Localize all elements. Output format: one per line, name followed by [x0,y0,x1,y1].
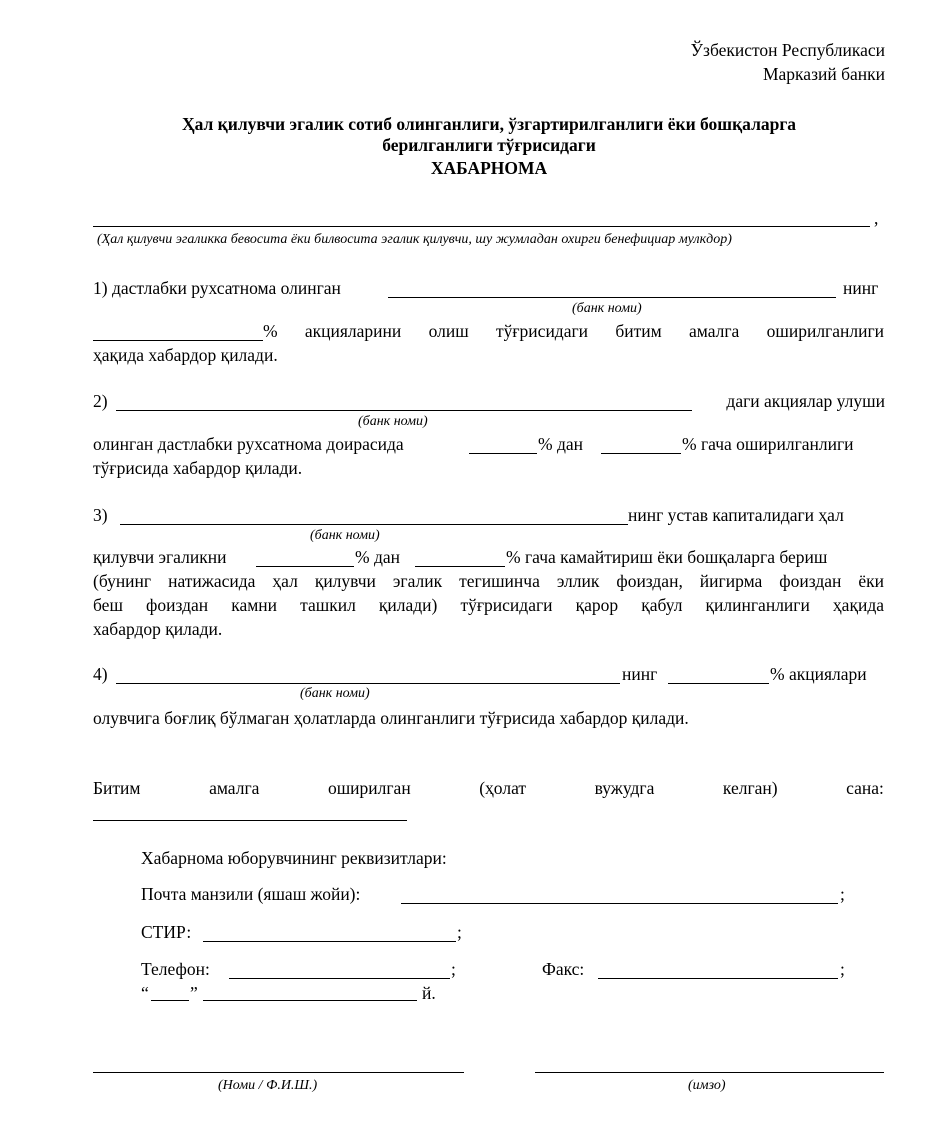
tin-label: СТИР: [141,922,192,942]
date-word-1: Битим [93,778,141,798]
fax-blank[interactable] [598,978,838,979]
name-blank[interactable] [93,1072,464,1073]
date-word-6: келган) [722,778,778,798]
item4-end: олувчига боғлиқ бўлмаган ҳолатларда олинганлиги тўғрисида хабардор қилади. [93,708,689,728]
item4-percent-text: % акциялари [770,664,867,684]
name-caption: (Номи / Ф.И.Ш.) [218,1078,318,1093]
address-blank[interactable] [401,903,838,904]
date-quote-open: “ [141,983,149,1003]
item1-percent-text: % акцияларини олиш тўғрисидаги битим амалга оширилганлиги [263,321,884,341]
item2-mid1: олинган дастлабки рухсатнома доирасида [93,434,404,454]
item3-bank-caption: (банк номи) [310,528,380,543]
year-suffix: й. [422,983,436,1003]
transaction-date-line [93,776,884,800]
phone-label: Телефон: [141,959,210,979]
item3-to-blank[interactable] [415,566,505,567]
item2-from-blank[interactable] [469,453,537,454]
item4-bank-caption: (банк номи) [300,686,370,701]
fax-label: Факс: [542,959,585,979]
transaction-date-blank[interactable] [93,820,407,821]
date-word-4: (ҳолат [479,778,527,798]
item2-mid2: % дан [538,434,583,454]
item3-mid3: % гача камайтириш ёки бошқаларга бериш [506,547,828,567]
signature-blank[interactable] [535,1072,884,1073]
item2-prefix: 2) [93,391,108,411]
item3-line3: (бунинг натижасида ҳал қилувчи эгалик тегишинча эллик фоиздан, йигирма фоиздан ёки [93,571,884,591]
item4-percent-blank[interactable] [668,683,769,684]
item3-end: хабардор қилади. [93,619,223,639]
item1-prefix: 1) дастлабки рухсатнома олинган [93,278,341,298]
item4-suffix: нинг [622,664,658,684]
title-line-3: ХАБАРНОМА [430,158,548,178]
owner-comma: , [874,208,879,228]
item1-suffix: нинг [843,278,879,298]
phone-semicolon: ; [451,959,456,979]
item3-from-blank[interactable] [256,566,354,567]
owner-caption: (Ҳал қилувчи эгаликка бевосита ёки билвосита эгалик қилувчи, шу жумладан охирги бенефициар мулкдор) [97,232,732,247]
item2-to-blank[interactable] [601,453,681,454]
title-line-1: Ҳал қилувчи эгалик сотиб олинганлиги, ўзгартирилганлиги ёки бошқаларга [181,114,797,134]
day-blank[interactable] [151,1000,189,1001]
item2-bank-blank[interactable] [116,410,692,411]
item3-suffix: нинг устав капиталидаги ҳал [628,505,844,525]
item3-bank-blank[interactable] [120,524,628,525]
address-semicolon: ; [840,884,845,904]
header-country: Ўзбекистон Республикаси [690,40,885,60]
item3-mid2: % дан [355,547,400,567]
item2-suffix: даги акциялар улуши [726,391,885,411]
date-word-7: сана: [846,778,884,798]
owner-blank[interactable] [93,226,870,227]
date-word-2: амалга [209,778,260,798]
date-word-5: вужудга [594,778,655,798]
sender-heading: Хабарнома юборувчининг реквизитлари: [141,848,447,868]
item1-bank-caption: (банк номи) [572,301,642,316]
item2-bank-caption: (банк номи) [358,414,428,429]
date-quote-close: ” [190,983,198,1003]
signature-caption: (имзо) [688,1078,726,1093]
fax-semicolon: ; [840,959,845,979]
tin-semicolon: ; [457,922,462,942]
date-word-3: оширилган [327,778,411,798]
item1-end: ҳақида хабардор қилади. [93,345,278,365]
address-label: Почта манзили (яшаш жойи): [141,884,361,904]
item1-bank-blank[interactable] [388,297,836,298]
item3-line4: беш фоиздан камни ташкил қилади) тўғрисидаги қарор қабул қилинганлиги ҳақида [93,595,884,615]
month-year-blank[interactable] [203,1000,417,1001]
header-bank: Марказий банки [762,64,885,84]
item4-bank-blank[interactable] [116,683,620,684]
item2-end: тўғрисида хабардор қилади. [93,458,303,478]
phone-blank[interactable] [229,978,450,979]
item3-prefix: 3) [93,505,108,525]
item1-percent-blank[interactable] [93,340,263,341]
item2-mid3: % гача оширилганлиги [682,434,854,454]
item4-prefix: 4) [93,664,108,684]
title-line-2: берилганлиги тўғрисидаги [382,135,596,155]
item3-mid1: қилувчи эгаликни [93,547,227,567]
tin-blank[interactable] [203,941,456,942]
